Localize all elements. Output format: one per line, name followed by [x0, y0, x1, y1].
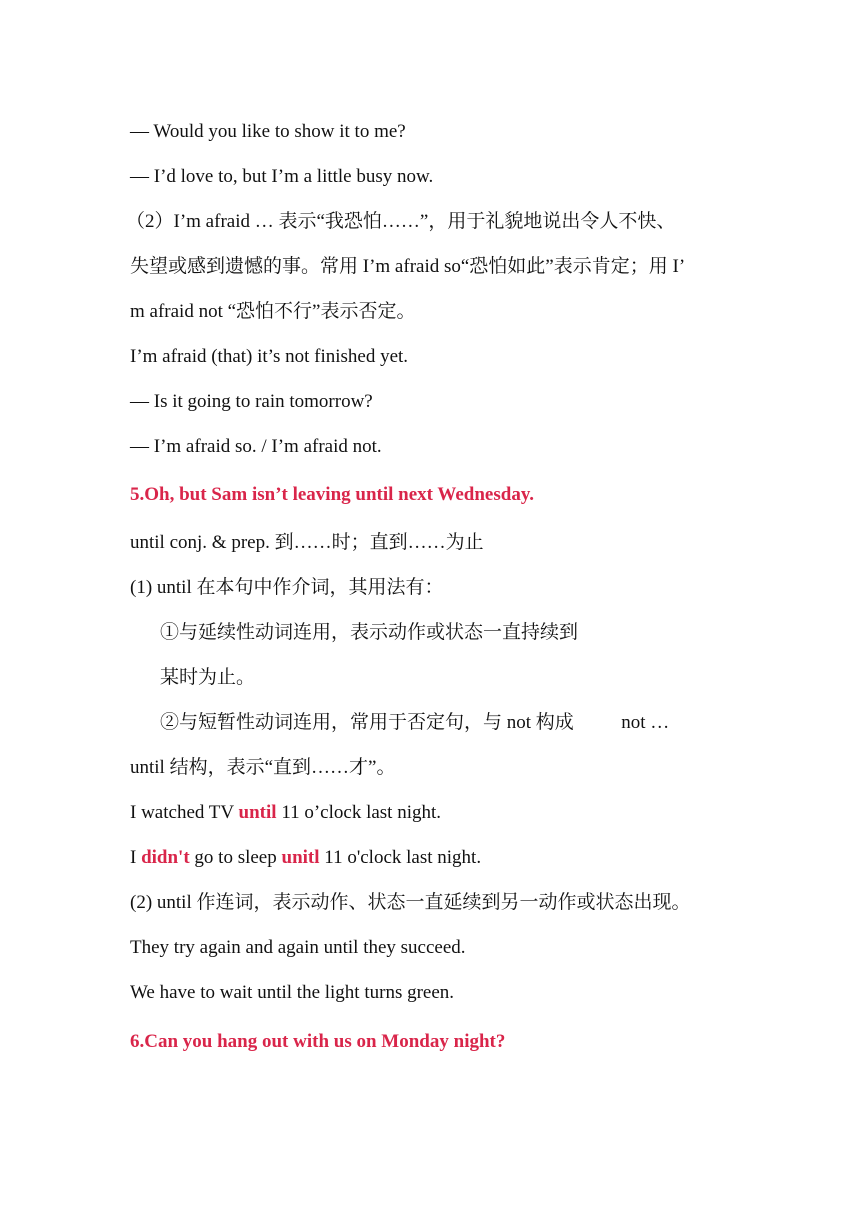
usage-item: 某时为止。	[160, 667, 256, 688]
example-sentence	[130, 803, 441, 822]
sentence-text: go to sleep	[189, 847, 282, 868]
highlight-word: didn't	[141, 847, 190, 868]
usage-item: ②与短暂性动词连用，常用于否定句，与 not 构成 not …	[160, 712, 670, 733]
example-sentence: We have to wait until the light turns green.	[130, 982, 455, 1003]
sentence-text: 11 o’clock last night.	[276, 802, 442, 823]
section-heading-5: 5.Oh, but Sam isn’t leaving until next Wednesday.	[130, 484, 535, 505]
usage-item: ①与延续性动词连用，表示动作或状态一直持续到	[160, 622, 579, 643]
definition-line: until conj. & prep. 到……时；直到……为止	[130, 532, 484, 553]
highlight-word: until	[238, 802, 277, 823]
dialogue-line: — Is it going to rain tomorrow?	[130, 391, 373, 412]
explanation-line: m afraid not “恐怕不行”表示否定。	[130, 301, 416, 322]
dialogue-line: — Would you like to show it to me?	[130, 121, 406, 142]
section-heading-6: 6.Can you hang out with us on Monday night?	[130, 1031, 506, 1052]
example-sentence	[130, 848, 481, 867]
example-sentence: I’m afraid (that) it’s not finished yet.	[130, 346, 409, 367]
explanation-line: (1) until 在本句中作介词，其用法有：	[130, 577, 444, 598]
explanation-line: （2）I’m afraid … 表示“我恐怕……”，用于礼貌地说出令人不快、	[126, 211, 676, 232]
sentence-text: 11 o'clock last night.	[319, 847, 482, 868]
sentence-text: I watched TV	[130, 802, 239, 823]
explanation-line: until 结构，表示“直到……才”。	[130, 757, 396, 778]
example-sentence: They try again and again until they succeed.	[130, 937, 466, 958]
dialogue-line: — I’d love to, but I’m a little busy now.	[130, 166, 434, 187]
explanation-line: (2) until 作连词，表示动作、状态一直延续到另一动作或状态出现。	[130, 892, 691, 913]
sentence-text: I	[130, 847, 142, 868]
explanation-line: 失望或感到遗憾的事。常用 I’m afraid so“恐怕如此”表示肯定；用 I’	[130, 256, 686, 277]
highlight-word: unitl	[281, 847, 320, 868]
dialogue-line: — I’m afraid so. / I’m afraid not.	[130, 436, 382, 457]
